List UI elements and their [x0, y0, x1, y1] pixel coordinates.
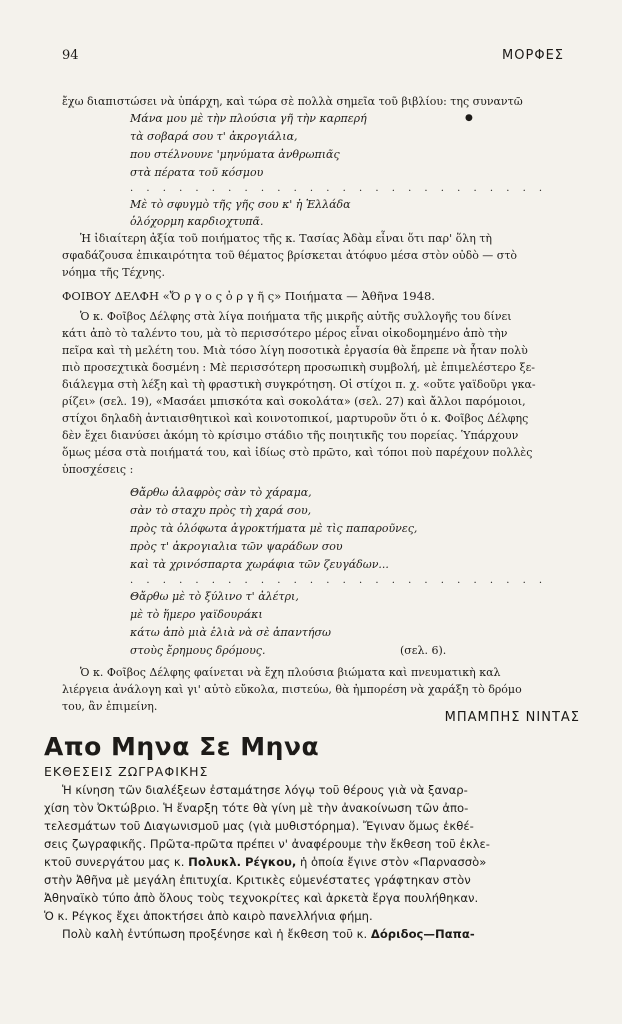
poem2-line: Θἄρθω ἀλαφρὸς σὰν τὸ χάραμα,	[130, 486, 312, 499]
poem1-line: που στέλνουνε 'μηνύματα ἀνθρωπιᾶς	[130, 148, 340, 161]
section-line: στὴν Ἀθῆνα μὲ μεγάλη ἐπιτυχία. Κριτικὲς εὐμενέστατες γράφτηκαν στὸν	[44, 873, 471, 887]
section-title: Απο Μηνα Σε Μηνα	[44, 732, 320, 761]
section-subtitle: ΕΚΘΕΣΕΙΣ ΖΩΓΡΑΦΙΚΗΣ	[44, 764, 209, 779]
paragraph-line: Ὁ κ. Φοῖβος Δέλφης φαίνεται νὰ ἔχη πλούσια βιώματα καὶ πνευματικὴ καλ	[80, 666, 501, 679]
poem2-line: καὶ τὰ χρινόσπαρτα χωράφια τῶν ζευγάδων...	[130, 558, 389, 571]
poem1-line: Μὲ τὸ σφυγμὸ τῆς γῆς σου κ' ἡ Ἑλλάδα	[130, 198, 351, 211]
paragraph-line: ρίζει» (σελ. 19), «Μασάει μπισκότα καὶ σοκολάτα» (σελ. 27) καὶ ἄλλοι παρόμοιοι,	[62, 395, 526, 408]
poem1-line: Μάνα μου μὲ τὴν πλούσια γῆ τὴν καρπερή	[130, 112, 367, 125]
bullet-mark: ●	[465, 113, 473, 123]
poem2-line: Θἄρθω μὲ τὸ ξύλινο τ' ἀλέτρι,	[130, 590, 299, 603]
paragraph-line: ὑποσχέσεις :	[62, 463, 134, 476]
poem1-line: ὁλόχορμη καρδιοχτυπᾶ.	[130, 215, 264, 228]
paragraph-line: κάτι ἀπὸ τὸ ταλέντο του, μὰ τὸ περισσότερο μέρος εἶναι οἰκοδομημένο ἀπὸ τὴν	[62, 327, 508, 340]
section-line: χίση τὸν Ὀκτώβριο. Ἡ ἔναρξη τότε θὰ γίνη μὲ τὴν ἀνακοίνωση τῶν ἀπο-	[44, 801, 469, 815]
poem2-line: πρὸς τ' ἀκρογιαλια τῶν ψαράδων σου	[130, 540, 343, 553]
section-line: σεις ζωγραφικῆς. Πρῶτα-πρῶτα πρέπει ν' ἀναφέρουμε τὴν ἔκθεση τοῦ ἐκλε-	[44, 837, 490, 851]
section-line	[44, 854, 486, 871]
page-number: 94	[62, 48, 79, 63]
paragraph-line: στίχοι δηλαδὴ ἀντιαισθητικοὶ καὶ κοινοτοπικοί, μαρτυροῦν ὅτι ὁ κ. Φοῖβος Δέλφης	[62, 412, 529, 425]
poem1-line: στὰ πέρατα τοῦ κόσμου	[130, 166, 264, 179]
section-line: Ἀθηναϊκὸ τύπο ἀπὸ ὅλους τοὺς τεχνοκρίτες καὶ ἀρκετὰ ἔργα πουλήθηκαν.	[44, 891, 479, 905]
poem2-line: στοὺς ἔρημους δρόμους.	[130, 644, 266, 657]
paragraph-line: ὅμως μέσα στὰ ποιήματά του, καὶ ἰδίως στὸ πρῶτο, καὶ τόποι ποὺ παρέχουν πολλὲς	[62, 446, 533, 459]
artist-name: Δόριδος—Παπα-	[370, 927, 475, 941]
paragraph-line: πιὸ προσεχτικὰ δοσμένη : Μὲ περισσότερη προσωπικὴ συμβολή, μὲ ἐπιμελέστερο ξε-	[62, 361, 536, 374]
review-heading: ΦΟΙΒΟΥ ΔΕΛΦΗ «Ὄ ρ γ ο ς ὀ ρ γ ῆ ς» Ποιήματα — Ἀθῆνα 1948.	[62, 289, 435, 303]
paragraph-line: λιέργεια ἀνάλογη καὶ γι' αὐτὸ εὔκολα, πιστεύω, θὰ ἠμπορέση νὰ χαράξη τὸ δρόμο	[62, 683, 522, 696]
author-signature: ΜΠΑΜΠΗΣ ΝΙΝΤΑΣ	[444, 710, 580, 725]
paragraph-line: δὲν ἔχει διανύσει ἀκόμη τὸ κρίσιμο στάδιο τῆς ποιητικῆς του πορείας. Ὑπάρχουν	[62, 429, 519, 442]
poem1-line: τὰ σοβαρά σου τ' ἀκρογιάλια,	[130, 130, 298, 143]
paragraph-line: διάλεγμα στὴ λέξη καὶ τὴ φραστικὴ συγκρότηση. Οἱ στίχοι π. χ. «οὔτε γαϊδοῦρι γκα-	[62, 378, 536, 391]
poem2-line: πρὸς τὰ ὁλόφωτα ἀγροκτήματα μὲ τὶς παπαροῦνες,	[130, 522, 418, 535]
section-line	[62, 926, 475, 943]
intro-line: ἔχω διαπιστώσει νὰ ὑπάρχη, καὶ τώρα σὲ πολλὰ σημεῖα τοῦ βιβλίου: της συναντῶ	[62, 95, 523, 108]
section-line: Ἡ κίνηση τῶν διαλέξεων ἐσταμάτησε λόγῳ τοῦ θέρους γιὰ νὰ ξαναρ-	[62, 783, 468, 797]
section-line: τελεσμάτων τοῦ Διαγωνισμοῦ μας (γιὰ μυθιστόρημα). Ἔγιναν ὅμως ἐκθέ-	[44, 819, 474, 833]
paragraph-line: σφαδάζουσα ἐπικαιρότητα τοῦ θέματος βρίσκεται ἀτόφυο μέσα στὸν οὐδὸ — στὸ	[62, 249, 518, 262]
artist-name: Πολυκλ. Ρέγκου,	[188, 855, 297, 869]
ellipsis-divider: . . . . . . . . . . . . . . . . . . . . . . . . . .	[130, 575, 548, 586]
section-text: ἡ ὁποία ἔγινε στὸν «Παρνασσὸ»	[299, 855, 487, 869]
paragraph-line: Ἡ ἰδιαίτερη ἀξία τοῦ ποιήματος τῆς κ. Τασίας Ἀδὰμ εἶναι ὅτι παρ' ὅλη τὴ	[80, 232, 493, 245]
poem2-line: μὲ τὸ ἥμερο γαϊδουράκι	[130, 608, 263, 621]
section-text: Πολὺ καλὴ ἐντύπωση προξένησε καὶ ἡ ἔκθεση τοῦ κ.	[62, 927, 368, 941]
section-line: Ὁ κ. Ρέγκος ἔχει ἀποκτήσει ἀπὸ καιρὸ πανελλήνια φήμη.	[44, 909, 373, 923]
poem2-line: κάτω ἀπὸ μιὰ ἐλιὰ νὰ σὲ ἀπαντήσω	[130, 626, 331, 639]
paragraph-line: πεῖρα καὶ τὴ μελέτη του. Μιὰ τόσο λίγη ποσοτικὰ ἐργασία θὰ ἔπρεπε νὰ ἦταν πολὺ	[62, 344, 528, 357]
section-text: κτοῦ συνεργάτου μας κ.	[44, 855, 185, 869]
poem2-line: σὰν τὸ σταχυ πρὸς τὴ χαρά σου,	[130, 504, 312, 517]
magazine-title: ΜΟΡΦΕΣ	[502, 48, 564, 63]
page-reference: (σελ. 6).	[400, 644, 447, 657]
ellipsis-divider: . . . . . . . . . . . . . . . . . . . . . . . . . .	[130, 183, 548, 194]
paragraph-line: νόημα τῆς Τέχνης.	[62, 266, 165, 279]
paragraph-line: του, ἂν ἐπιμείνη.	[62, 700, 158, 713]
paragraph-line: Ὁ κ. Φοῖβος Δέλφης στὰ λίγα ποιήματα τῆς μικρῆς αὐτῆς συλλογῆς του δίνει	[80, 310, 512, 323]
